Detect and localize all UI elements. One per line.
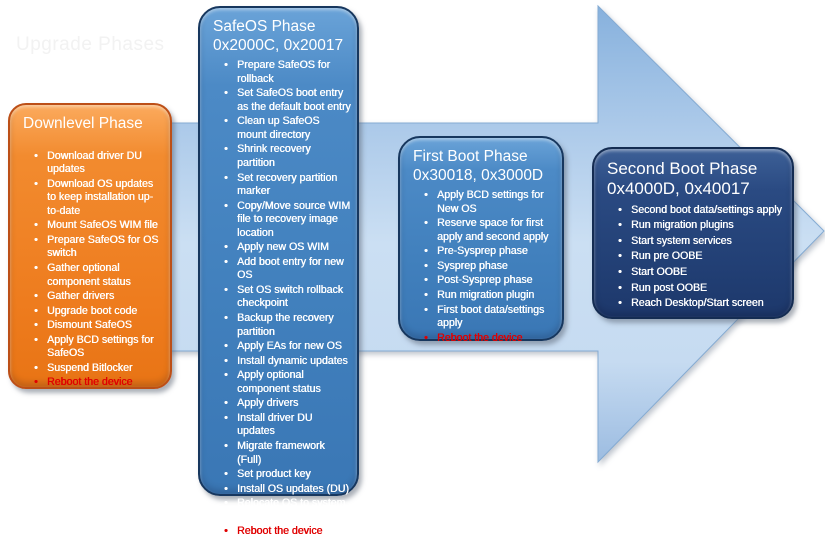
phase-task: • Shrink recovery partition — [222, 143, 351, 170]
phase-task-list — [607, 204, 786, 311]
phase-task: • Start system services — [616, 235, 786, 249]
phase-task: • Set recovery partition marker — [222, 172, 351, 199]
phase-task: • Mount SafeOS WIM file — [32, 219, 164, 233]
phase-task: • Install OS updates (DU) — [222, 483, 351, 497]
phase-task: • Set SafeOS boot entry as the default boot entry — [222, 87, 351, 114]
phase-task: • Add boot entry for new OS — [222, 256, 351, 283]
phase-subtitle: 0x4000D, 0x40017 — [607, 179, 750, 199]
phase-title: First Boot Phase — [413, 148, 528, 165]
phase-task: • Run post OOBE — [616, 282, 786, 296]
phase-task: • Sysprep phase — [422, 260, 556, 274]
phase-task: • Reboot the device — [32, 376, 164, 390]
phase-box-safeos — [198, 6, 359, 538]
phase-title: SafeOS Phase — [213, 18, 316, 35]
phase-subtitle: 0x30018, 0x3000D — [413, 166, 544, 184]
phase-task: • Install driver DU updates — [222, 412, 351, 439]
phase-box-second-boot — [592, 147, 794, 319]
phase-task: • Set OS switch rollback checkpoint — [222, 284, 351, 311]
phase-task: • Gather drivers — [32, 290, 164, 304]
phase-title: Second Boot Phase — [607, 159, 758, 178]
phase-task: • Copy/Move source WIM file to recovery image location — [222, 200, 351, 241]
phase-task: • Prepare SafeOS for rollback — [222, 59, 351, 86]
phase-task: • Reboot the device — [422, 332, 556, 346]
phase-task: • Upgrade boot code — [32, 305, 164, 319]
phase-task: • Suspend Bitlocker — [32, 362, 164, 376]
phase-task: • Gather optional component status — [32, 262, 164, 289]
phase-task: • Set product key — [222, 468, 351, 482]
diagram-watermark: Upgrade Phases — [16, 34, 165, 55]
phase-task-list — [413, 189, 556, 345]
phase-task: • Reboot the device — [222, 525, 351, 539]
phase-title: Downlevel Phase — [23, 115, 143, 132]
phase-task: • Relocate OS to system drive root — [222, 497, 351, 524]
phase-task-list — [23, 150, 164, 390]
phase-task: • Run pre OOBE — [616, 250, 786, 264]
phase-task: • Apply EAs for new OS — [222, 340, 351, 354]
phase-task: • Download OS updates to keep installation up-to-date — [32, 178, 164, 219]
phase-task: • First boot data/settings apply — [422, 304, 556, 331]
phase-task: • Install dynamic updates — [222, 355, 351, 369]
phase-task: • Pre-Sysprep phase — [422, 245, 556, 259]
phase-task: • Apply optional component status — [222, 369, 351, 396]
phase-task: • Reserve space for first apply and second apply — [422, 217, 556, 244]
phase-task: • Apply drivers — [222, 397, 351, 411]
phase-task: • Clean up SafeOS mount directory — [222, 115, 351, 142]
phase-subtitle: 0x2000C, 0x20017 — [213, 36, 344, 54]
phase-task: • Apply BCD settings for New OS — [422, 189, 556, 216]
phase-task: • Run migration plugins — [616, 219, 786, 233]
phase-task: • Second boot data/settings apply — [616, 204, 786, 218]
phase-task-list — [213, 59, 351, 539]
phase-task: • Start OOBE — [616, 266, 786, 280]
phase-task: • Backup the recovery partition — [222, 312, 351, 339]
phase-task: • Prepare SafeOS for OS switch — [32, 234, 164, 261]
phase-task: • Dismount SafeOS — [32, 319, 164, 333]
phase-task: • Post-Sysprep phase — [422, 274, 556, 288]
phase-task: • Apply BCD settings for SafeOS — [32, 334, 164, 361]
phase-task: • Download driver DU updates — [32, 150, 164, 177]
phase-box-downlevel — [8, 103, 172, 389]
phase-task: • Run migration plugin — [422, 289, 556, 303]
phase-task: • Reach Desktop/Start screen — [616, 297, 786, 311]
phase-box-first-boot — [398, 136, 564, 344]
phase-task: • Apply new OS WIM — [222, 241, 351, 255]
phase-task: • Migrate framework (Full) — [222, 440, 351, 467]
